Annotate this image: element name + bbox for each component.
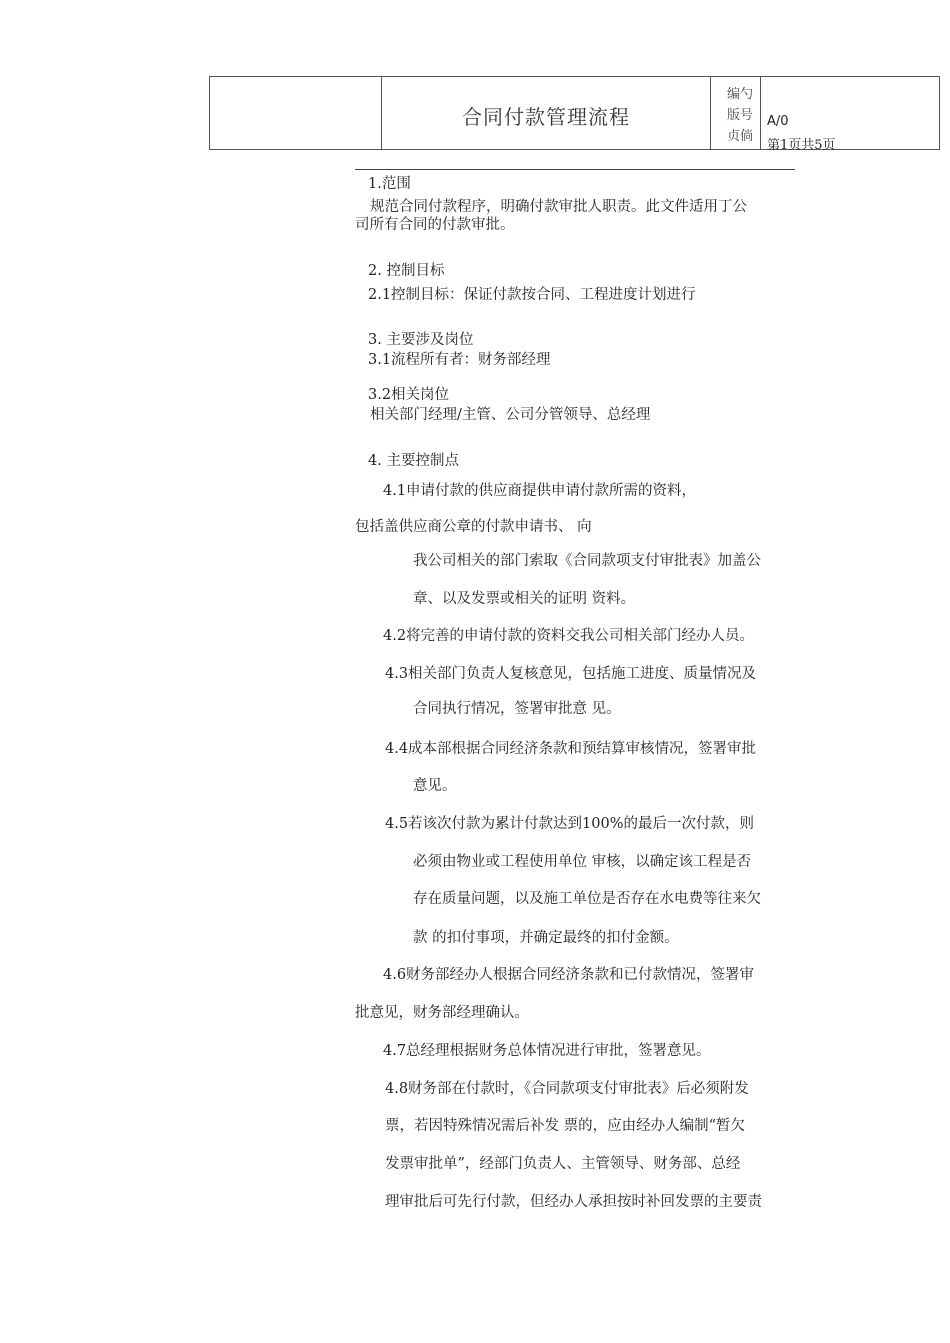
body-line: 4.6财务部经办人根据合同经济条款和已付款情况，签署审 [383, 967, 755, 983]
section-heading: 1.范围 [368, 176, 411, 192]
body-line: 存在质量问题，以及施工单位是否存在水电费等往来欠 [413, 891, 761, 907]
body-line: 理审批后可先行付款，但经办人承担按时补回发票的主要责 [385, 1194, 762, 1210]
body-line: 意见。 [413, 778, 457, 794]
body-line: 票，若因特殊情况需后补发 票的，应由经办人编制“暂欠 [385, 1118, 746, 1134]
subsection-heading: 3.2相关岗位 [368, 387, 450, 403]
body-line: 章、以及发票或相关的证明 资料。 [413, 591, 636, 607]
body-line: 4.1申请付款的供应商提供申请付款所需的资料， [383, 483, 697, 499]
version-label: 版号 [727, 108, 754, 123]
doc-number-label: 编勺 [727, 87, 754, 102]
body-line: 3.1流程所有者：财务部经理 [368, 352, 551, 368]
body-line: 4.4成本部根据合同经济条款和预结算审核情况，签署审批 [385, 741, 757, 757]
body-line: 2.1控制目标：保证付款按合同、工程进度计划进行 [368, 287, 696, 303]
body-line: 4.3相关部门负责人复核意见，包括施工进度、质量情况及 [385, 666, 757, 682]
body-line: 包括盖供应商公章的付款申请书、 向 [355, 519, 592, 535]
header-table [209, 76, 940, 153]
body-line: 必须由物业或工程使用单位 审核，以确定该工程是否 [413, 854, 752, 870]
body-line: 我公司相关的部门索取《合同款项支付审批表》加盖公 [413, 553, 761, 569]
body-line: 4.2将完善的申请付款的资料交我公司相关部门经办人员。 [383, 628, 755, 644]
page-label: 贞倘 [727, 129, 754, 144]
body-line: 司所有合同的付款审批。 [355, 217, 515, 233]
version-value: A/0 [767, 114, 789, 129]
divider-line [355, 169, 795, 170]
section-heading: 4. 主要控制点 [368, 453, 459, 469]
body-line: 4.8财务部在付款时，《合同款项支付审批表》后必须附发 [385, 1081, 749, 1097]
meta-label-cell [711, 77, 761, 149]
document-title: 合同付款管理流程 [462, 105, 630, 129]
body-line: 批意见，财务部经理确认。 [355, 1005, 529, 1021]
body-line: 规范合同付款程序，明确付款审批人职责。此文件适用丁公 [370, 199, 747, 215]
body-line: 合同执行情况，签署审批意 见。 [413, 701, 621, 717]
section-heading: 3. 主要涉及岗位 [368, 332, 474, 348]
body-line: 款 的扣付事项，并确定最终的扣付金额。 [413, 930, 679, 946]
title-cell [382, 77, 711, 149]
meta-value-cell [761, 77, 939, 153]
body-line: 相关部门经理/主管、公司分管领导、总经理 [370, 407, 651, 423]
section-heading: 2. 控制目标 [368, 263, 445, 279]
logo-cell [210, 77, 382, 149]
page-info: 第1页共5页 [767, 138, 836, 153]
body-line: 发票审批单”，经部门负责人、主管领导、财务部、总经 [385, 1156, 741, 1172]
body-line: 4.7总经理根据财务总体情况进行审批，签署意见。 [383, 1043, 711, 1059]
body-line: 4.5若该次付款为累计付款达到100%的最后一次付款，则 [385, 816, 755, 832]
